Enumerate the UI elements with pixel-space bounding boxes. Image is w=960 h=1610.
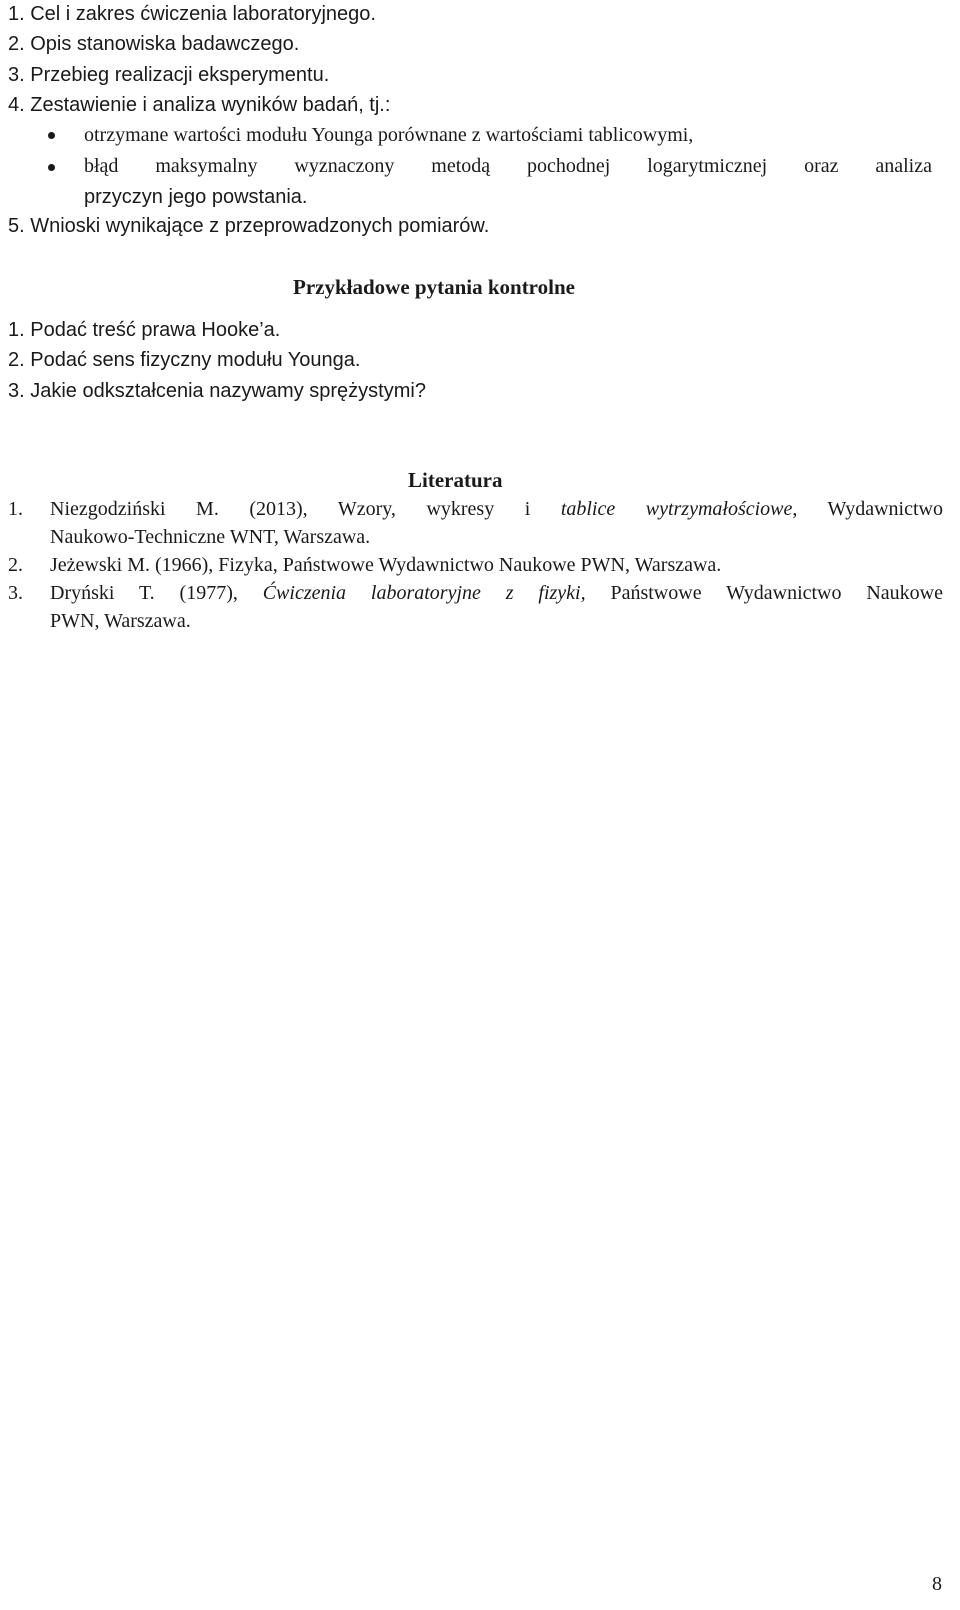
reference-text: Naukowo-Techniczne WNT, Warszawa.	[50, 526, 371, 548]
reference-line	[50, 579, 943, 607]
bullet-item-2-continuation: przyczyn jego powstania.	[84, 186, 308, 208]
page-number: 8	[932, 1573, 942, 1595]
reference-number: 2.	[8, 554, 23, 576]
section-item-4: 4. Zestawienie i analiza wyników badań, tj.:	[8, 94, 391, 116]
question-item-3: 3. Jakie odkształcenia nazywamy sprężystymi?	[8, 380, 426, 402]
reference-line	[50, 495, 943, 523]
reference-number: 1.	[8, 498, 23, 520]
reference-text: Jeżewski M. (1966), Fizyka, Państwowe Wydawnictwo Naukowe PWN, Warszawa.	[50, 554, 722, 576]
question-item-2: 2. Podać sens fizyczny modułu Younga.	[8, 349, 361, 371]
reference-text: , Wydawnictwo	[792, 498, 943, 520]
reference-number: 3.	[8, 582, 23, 604]
bullet-icon	[48, 164, 55, 171]
bullet-item-1: otrzymane wartości modułu Younga porównane z wartościami tablicowymi,	[84, 124, 694, 146]
literature-heading: Literatura	[408, 468, 503, 492]
question-item-1: 1. Podać treść prawa Hooke’a.	[8, 319, 281, 341]
reference-text: Państwowe Wydawnictwo Naukowe	[585, 582, 943, 604]
reference-text: Niezgodziński M. (2013), Wzory, wykresy i	[50, 498, 561, 520]
reference-text: PWN, Warszawa.	[50, 610, 191, 632]
bullet-item-2: błąd maksymalny wyznaczony metodą pochodnej logarytmicznej oraz analiza	[84, 155, 932, 177]
bullet-icon	[48, 132, 55, 139]
section-item-2: 2. Opis stanowiska badawczego.	[8, 33, 300, 55]
section-item-5: 5. Wnioski wynikające z przeprowadzonych pomiarów.	[8, 215, 490, 237]
section-item-3: 3. Przebieg realizacji eksperymentu.	[8, 64, 330, 86]
reference-title-italic: Ćwiczenia laboratoryjne z fizyki,	[262, 582, 586, 604]
section-item-1: 1. Cel i zakres ćwiczenia laboratoryjnego.	[8, 3, 376, 25]
reference-title-italic: tablice wytrzymałościowe	[560, 498, 793, 520]
reference-text: Dryński T. (1977),	[50, 582, 263, 604]
questions-heading: Przykładowe pytania kontrolne	[293, 275, 575, 299]
